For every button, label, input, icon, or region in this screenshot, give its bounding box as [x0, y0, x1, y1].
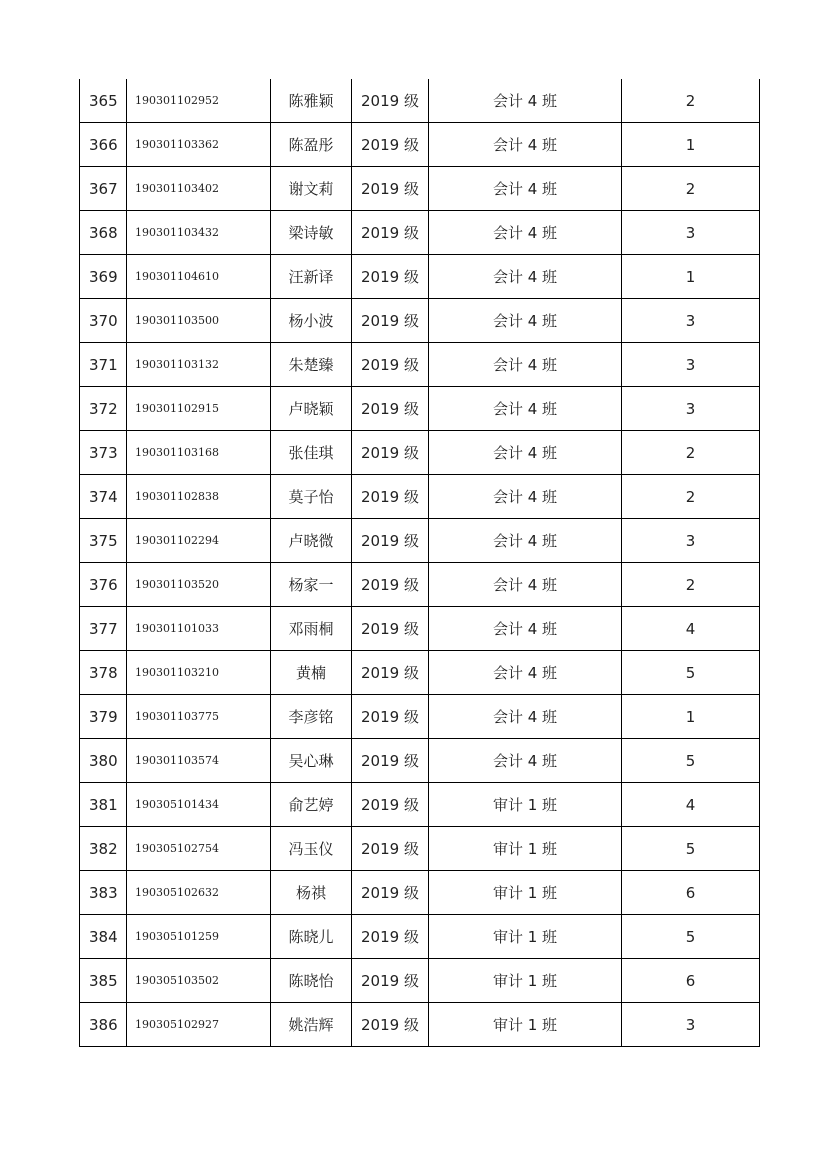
- student-name-cell: 俞艺婷: [271, 783, 352, 827]
- table-row: [80, 167, 760, 211]
- table-row: [80, 211, 760, 255]
- count-cell: 5: [622, 739, 760, 783]
- table-row: [80, 739, 760, 783]
- class-cell: 会计 4 班: [429, 387, 622, 431]
- row-number-cell: 381: [80, 783, 127, 827]
- class-cell: 会计 4 班: [429, 431, 622, 475]
- student-name-cell: 冯玉仪: [271, 827, 352, 871]
- table-row: [80, 387, 760, 431]
- grade-cell: 2019 级: [352, 299, 429, 343]
- count-cell: 2: [622, 563, 760, 607]
- student-name-cell: 陈晓怡: [271, 959, 352, 1003]
- student-name-cell: 姚浩辉: [271, 1003, 352, 1047]
- grade-cell: 2019 级: [352, 431, 429, 475]
- student-id-cell: 190301103574: [127, 739, 271, 783]
- student-name-cell: 邓雨桐: [271, 607, 352, 651]
- class-cell: 会计 4 班: [429, 167, 622, 211]
- table-row: [80, 695, 760, 739]
- row-number-cell: 380: [80, 739, 127, 783]
- class-cell: 会计 4 班: [429, 695, 622, 739]
- student-id-cell: 190301102294: [127, 519, 271, 563]
- grade-cell: 2019 级: [352, 343, 429, 387]
- class-cell: 会计 4 班: [429, 739, 622, 783]
- class-cell: 审计 1 班: [429, 783, 622, 827]
- count-cell: 5: [622, 651, 760, 695]
- grade-cell: 2019 级: [352, 915, 429, 959]
- count-cell: 6: [622, 871, 760, 915]
- document-page: [79, 79, 759, 1047]
- table-row: [80, 871, 760, 915]
- student-id-cell: 190301101033: [127, 607, 271, 651]
- class-cell: 会计 4 班: [429, 475, 622, 519]
- table-row: [80, 607, 760, 651]
- student-name-cell: 李彦铭: [271, 695, 352, 739]
- table-row: [80, 827, 760, 871]
- grade-cell: 2019 级: [352, 739, 429, 783]
- grade-cell: 2019 级: [352, 255, 429, 299]
- table-row: [80, 475, 760, 519]
- class-cell: 会计 4 班: [429, 651, 622, 695]
- count-cell: 6: [622, 959, 760, 1003]
- table-row: [80, 959, 760, 1003]
- row-number-cell: 375: [80, 519, 127, 563]
- student-id-cell: 190301103362: [127, 123, 271, 167]
- student-name-cell: 朱楚臻: [271, 343, 352, 387]
- row-number-cell: 377: [80, 607, 127, 651]
- grade-cell: 2019 级: [352, 123, 429, 167]
- student-id-cell: 190301103520: [127, 563, 271, 607]
- grade-cell: 2019 级: [352, 827, 429, 871]
- student-id-cell: 190301104610: [127, 255, 271, 299]
- student-name-cell: 汪新译: [271, 255, 352, 299]
- student-name-cell: 莫子怡: [271, 475, 352, 519]
- student-id-cell: 190301103775: [127, 695, 271, 739]
- table-row: [80, 123, 760, 167]
- student-id-cell: 190305101259: [127, 915, 271, 959]
- table-row: [80, 1003, 760, 1047]
- student-name-cell: 杨小波: [271, 299, 352, 343]
- row-number-cell: 372: [80, 387, 127, 431]
- student-id-cell: 190301103500: [127, 299, 271, 343]
- table-row: [80, 651, 760, 695]
- class-cell: 审计 1 班: [429, 959, 622, 1003]
- table-row: [80, 343, 760, 387]
- row-number-cell: 378: [80, 651, 127, 695]
- class-cell: 会计 4 班: [429, 607, 622, 651]
- grade-cell: 2019 级: [352, 871, 429, 915]
- row-number-cell: 386: [80, 1003, 127, 1047]
- grade-cell: 2019 级: [352, 475, 429, 519]
- grade-cell: 2019 级: [352, 607, 429, 651]
- row-number-cell: 376: [80, 563, 127, 607]
- grade-cell: 2019 级: [352, 519, 429, 563]
- count-cell: 1: [622, 123, 760, 167]
- count-cell: 3: [622, 299, 760, 343]
- student-id-cell: 190301103432: [127, 211, 271, 255]
- row-number-cell: 373: [80, 431, 127, 475]
- row-number-cell: 382: [80, 827, 127, 871]
- count-cell: 2: [622, 79, 760, 123]
- table-row: [80, 519, 760, 563]
- student-id-cell: 190301103210: [127, 651, 271, 695]
- count-cell: 5: [622, 827, 760, 871]
- student-name-cell: 吴心琳: [271, 739, 352, 783]
- count-cell: 3: [622, 387, 760, 431]
- row-number-cell: 383: [80, 871, 127, 915]
- student-name-cell: 陈盈彤: [271, 123, 352, 167]
- count-cell: 5: [622, 915, 760, 959]
- grade-cell: 2019 级: [352, 563, 429, 607]
- student-roster-table: [79, 79, 760, 1047]
- class-cell: 会计 4 班: [429, 343, 622, 387]
- class-cell: 审计 1 班: [429, 915, 622, 959]
- student-name-cell: 梁诗敏: [271, 211, 352, 255]
- student-id-cell: 190301102838: [127, 475, 271, 519]
- row-number-cell: 384: [80, 915, 127, 959]
- student-name-cell: 谢文莉: [271, 167, 352, 211]
- table-row: [80, 299, 760, 343]
- row-number-cell: 371: [80, 343, 127, 387]
- class-cell: 审计 1 班: [429, 871, 622, 915]
- row-number-cell: 365: [80, 79, 127, 123]
- count-cell: 2: [622, 431, 760, 475]
- grade-cell: 2019 级: [352, 1003, 429, 1047]
- row-number-cell: 379: [80, 695, 127, 739]
- grade-cell: 2019 级: [352, 651, 429, 695]
- class-cell: 会计 4 班: [429, 211, 622, 255]
- class-cell: 会计 4 班: [429, 79, 622, 123]
- student-id-cell: 190301103132: [127, 343, 271, 387]
- grade-cell: 2019 级: [352, 211, 429, 255]
- student-id-cell: 190305101434: [127, 783, 271, 827]
- student-name-cell: 卢晓颖: [271, 387, 352, 431]
- student-id-cell: 190305102754: [127, 827, 271, 871]
- count-cell: 3: [622, 343, 760, 387]
- count-cell: 3: [622, 1003, 760, 1047]
- table-row: [80, 915, 760, 959]
- class-cell: 会计 4 班: [429, 255, 622, 299]
- count-cell: 3: [622, 211, 760, 255]
- student-id-cell: 190301103402: [127, 167, 271, 211]
- student-id-cell: 190305102927: [127, 1003, 271, 1047]
- student-name-cell: 卢晓微: [271, 519, 352, 563]
- grade-cell: 2019 级: [352, 79, 429, 123]
- count-cell: 2: [622, 167, 760, 211]
- count-cell: 3: [622, 519, 760, 563]
- grade-cell: 2019 级: [352, 167, 429, 211]
- student-id-cell: 190301102915: [127, 387, 271, 431]
- row-number-cell: 374: [80, 475, 127, 519]
- row-number-cell: 385: [80, 959, 127, 1003]
- class-cell: 审计 1 班: [429, 1003, 622, 1047]
- row-number-cell: 368: [80, 211, 127, 255]
- row-number-cell: 367: [80, 167, 127, 211]
- student-name-cell: 陈雅颖: [271, 79, 352, 123]
- count-cell: 2: [622, 475, 760, 519]
- student-name-cell: 杨祺: [271, 871, 352, 915]
- table-row: [80, 783, 760, 827]
- row-number-cell: 370: [80, 299, 127, 343]
- grade-cell: 2019 级: [352, 783, 429, 827]
- count-cell: 4: [622, 783, 760, 827]
- student-id-cell: 190305102632: [127, 871, 271, 915]
- grade-cell: 2019 级: [352, 695, 429, 739]
- class-cell: 会计 4 班: [429, 123, 622, 167]
- grade-cell: 2019 级: [352, 387, 429, 431]
- row-number-cell: 369: [80, 255, 127, 299]
- student-name-cell: 张佳琪: [271, 431, 352, 475]
- student-id-cell: 190301102952: [127, 79, 271, 123]
- count-cell: 4: [622, 607, 760, 651]
- count-cell: 1: [622, 695, 760, 739]
- student-id-cell: 190305103502: [127, 959, 271, 1003]
- student-name-cell: 杨家一: [271, 563, 352, 607]
- table-row: [80, 431, 760, 475]
- table-row: [80, 255, 760, 299]
- row-number-cell: 366: [80, 123, 127, 167]
- roster-body: [80, 79, 760, 1047]
- student-name-cell: 黄楠: [271, 651, 352, 695]
- class-cell: 审计 1 班: [429, 827, 622, 871]
- table-row: [80, 79, 760, 123]
- count-cell: 1: [622, 255, 760, 299]
- class-cell: 会计 4 班: [429, 563, 622, 607]
- grade-cell: 2019 级: [352, 959, 429, 1003]
- class-cell: 会计 4 班: [429, 299, 622, 343]
- student-name-cell: 陈晓儿: [271, 915, 352, 959]
- class-cell: 会计 4 班: [429, 519, 622, 563]
- table-row: [80, 563, 760, 607]
- student-id-cell: 190301103168: [127, 431, 271, 475]
